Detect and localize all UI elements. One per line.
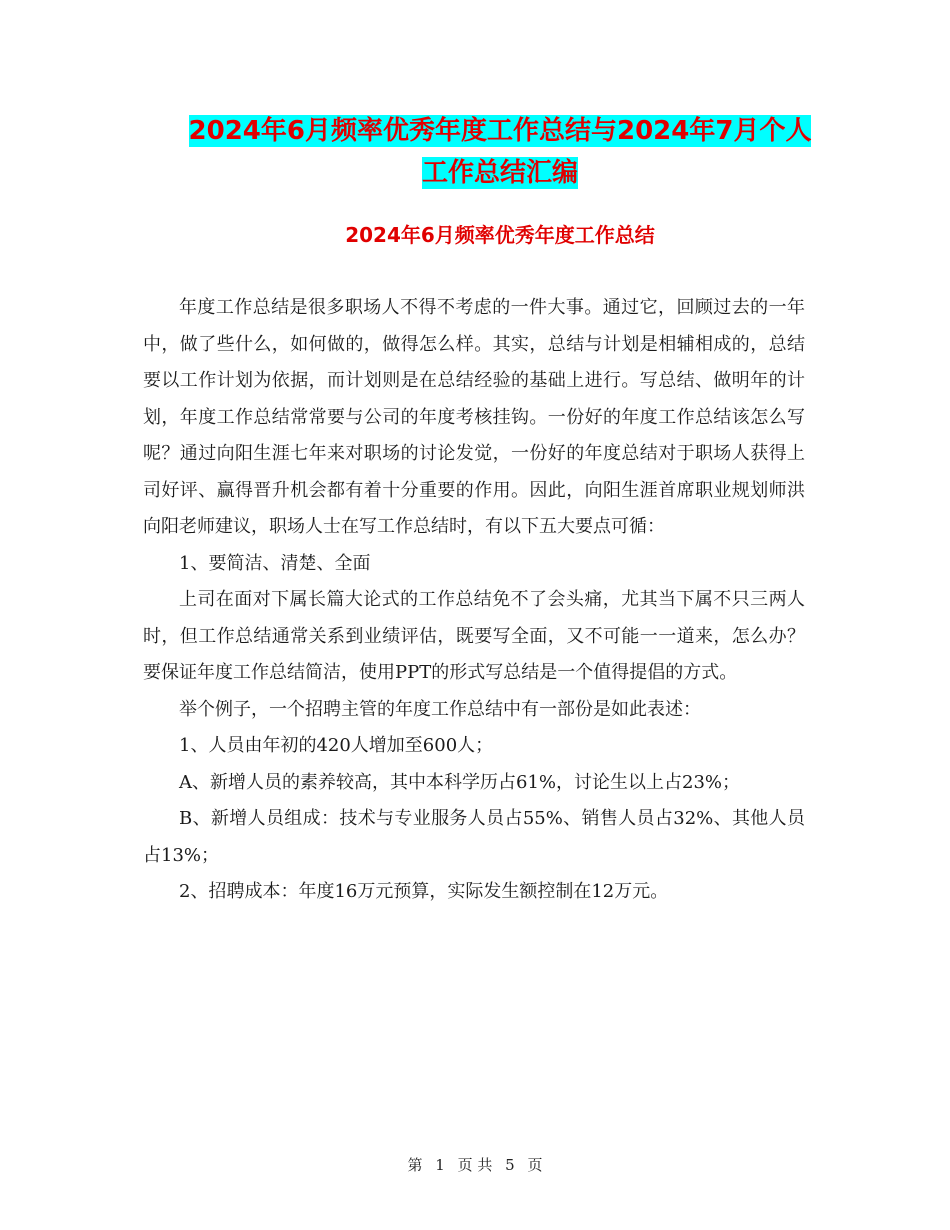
page-footer [0, 1154, 950, 1175]
paragraph: A、新增人员的素养较高，其中本科学历占61%，讨论生以上占23%； [179, 771, 741, 793]
document-title-line2: 工作总结汇编 [421, 158, 578, 188]
page-total: 5 [505, 1156, 515, 1174]
footer-mid: 页 共 [457, 1156, 493, 1174]
document-title-line1: 2024年6月频率优秀年度工作总结与2024年7月个人 [188, 116, 812, 146]
footer-prefix: 第 [407, 1156, 423, 1174]
document-title [140, 110, 860, 194]
paragraph: 年度工作总结是很多职场人不得不考虑的一件大事。通过它，回顾过去的一年中，做了些什么，如何做的，做得怎么样。其实，总结与计划是相辅相成的，总结要以工作计划为依据，而计划则是在总结经验的基础上进行。写总结、做明年的计划，年度工作总结常常要与公司的年度考核挂钩。一份好的年度工作总结该怎么写呢？通过向阳生涯七年来对职场的讨论发觉，一份好的年度总结对于职场人获得上司好评、赢得晋升机会都有着十分重要的作用。因此，向阳生涯首席职业规划师洪向阳老师建议，职场人士在写工作总结时，有以下五大要点可循： [143, 297, 805, 537]
paragraph: B、新增人员组成：技术与专业服务人员占55%、销售人员占32%、其他人员占13%； [143, 808, 805, 866]
page-number: 1 [435, 1156, 445, 1174]
document-body [143, 290, 805, 911]
footer-suffix: 页 [527, 1156, 543, 1174]
paragraph: 1、要简洁、清楚、全面 [179, 552, 371, 574]
section-title: 2024年6月频率优秀年度工作总结 [345, 223, 655, 247]
paragraph: 2、招聘成本：年度16万元预算，实际发生额控制在12万元。 [179, 881, 669, 902]
paragraph: 1、人员由年初的420人增加至600人； [179, 735, 494, 756]
paragraph: 上司在面对下属长篇大论式的工作总结免不了会头痛，尤其当下属不只三两人时，但工作总结通常关系到业绩评估，既要写全面，又不可能一一道来，怎么办？要保证年度工作总结简洁，使用PPT的形式写总结是一个值得提倡的方式。 [143, 589, 805, 683]
paragraph: 举个例子，一个招聘主管的年度工作总结中有一部份是如此表述： [179, 698, 701, 720]
